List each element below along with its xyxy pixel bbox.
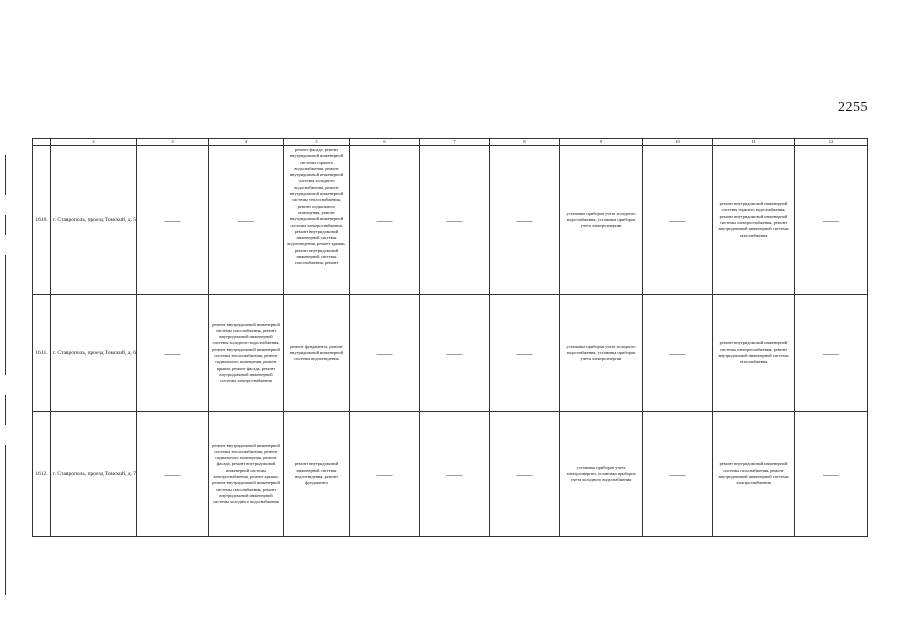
address-cell: г. Ставрополь, проезд Томский, д. 6: [51, 295, 137, 412]
column-header: 6: [350, 139, 420, 146]
work-list-cell: ремонт внутридомовой инженерной системы горячего водоснабжения, ремонт внутридомовой инженерной системы электроснабжения, ремонт внутридомовой инженерной системы газоснабжения: [713, 146, 795, 295]
column-header: 9: [560, 139, 643, 146]
work-list-cell: [284, 146, 350, 295]
work-list-cell: ремонт внутридомовой инженерной системы электроснабжения, ремонт внутридомовой инженерной системы газоснабжения: [713, 295, 795, 412]
table-row: [33, 295, 868, 412]
column-header: 12: [795, 139, 868, 146]
meter-install-cell: установка приборов учета электроэнергии, установка приборов учета холодного водоснабжения: [560, 412, 643, 537]
table-row: [33, 412, 868, 537]
scan-margin-line: [5, 255, 6, 375]
column-header: 11: [713, 139, 795, 146]
work-list-cell: ремонт внутридомовой инженерной системы газоснабжения, ремонт внутридомовой инженерной системы холодного водоснабжения, ремонт внутридомовой инженерной системы теплоснабжения, ремонт подвального помещения, ремонт крыши, ремонт фасада, ремонт внутридомовой инженерной системы электроснабжения: [209, 295, 284, 412]
empty-dash: ——: [137, 295, 209, 412]
work-list-cell: ремонт внутридомовой инженерной системы водоотведения, ремонт фундамента: [284, 412, 350, 537]
work-list-cell: ремонт внутридомовой инженерной системы теплоснабжения, ремонт подвального помещения, ремонт фасада, ремонт внутридомовой инженерной системы электроснабжения, ремонт крыши, ремонт внутридомовой инженерной системы газоснабжения, ремонт внутридомовой инженерной системы холодного водоснабжения: [209, 412, 284, 537]
column-header: 2: [51, 139, 137, 146]
empty-dash: ——: [795, 295, 868, 412]
scan-margin-line: [5, 445, 6, 595]
address-cell: г. Ставрополь, проезд Томский, д. 7: [51, 412, 137, 537]
work-list-cell: ремонт фундамента, ремонт внутридомовой инженерной системы водоотведения: [284, 295, 350, 412]
empty-dash: ——: [795, 146, 868, 295]
empty-dash: ——: [350, 295, 420, 412]
empty-dash: ——: [795, 412, 868, 537]
empty-dash: ——: [137, 412, 209, 537]
row-number: 1611.: [33, 295, 51, 412]
table-row: [33, 146, 868, 295]
row-number: 1612.: [33, 412, 51, 537]
empty-dash: ——: [490, 295, 560, 412]
column-header: 10: [643, 139, 713, 146]
scan-margin-line: [5, 215, 6, 235]
row-number: 1610.: [33, 146, 51, 295]
column-header: [33, 139, 51, 146]
page-number: 2255: [838, 100, 868, 115]
work-list-text: ремонт фасада, ремонт внутридомовой инженерной системы горячего водоснабжения, ремонт внутридомовой инженерной системы холодного водоснабжения, ремонт внутридомовой инженерной системы теплоснабжения, ремонт подвального помещения, ремонт внутридомовой инженерной системы электроснабжения, ремонт внутридомовой инженерной системы водоотведения, ремонт крыши, ремонт внутридомовой инженерной системы газоснабжения, ремонт: [287, 147, 346, 266]
column-header: 3: [137, 139, 209, 146]
empty-dash: ——: [490, 146, 560, 295]
empty-dash: ——: [420, 146, 490, 295]
empty-dash: ——: [350, 146, 420, 295]
empty-dash: ——: [490, 412, 560, 537]
scan-margin-line: [5, 395, 6, 425]
address-cell: г. Ставрополь, проезд Томский, д. 5: [51, 146, 137, 295]
column-header: 7: [420, 139, 490, 146]
column-header-row: [33, 139, 868, 146]
column-header: 8: [490, 139, 560, 146]
scan-margin-line: [5, 155, 6, 195]
empty-dash: ——: [643, 146, 713, 295]
meter-install-cell: установка приборов учета холодного водоснабжения, установка приборов учета электроэнергии: [560, 295, 643, 412]
empty-dash: ——: [643, 412, 713, 537]
empty-dash: ——: [209, 146, 284, 295]
empty-dash: ——: [350, 412, 420, 537]
empty-dash: ——: [643, 295, 713, 412]
column-header: 5: [284, 139, 350, 146]
empty-dash: ——: [420, 295, 490, 412]
column-header: 4: [209, 139, 284, 146]
work-list-cell: ремонт внутридомовой инженерной системы газоснабжения, ремонт внутридомовой инженерной системы электроснабжения: [713, 412, 795, 537]
empty-dash: ——: [137, 146, 209, 295]
empty-dash: ——: [420, 412, 490, 537]
registry-table: [32, 138, 868, 537]
meter-install-cell: установка приборов учета холодного водоснабжения, установка приборов учета электроэнергии: [560, 146, 643, 295]
